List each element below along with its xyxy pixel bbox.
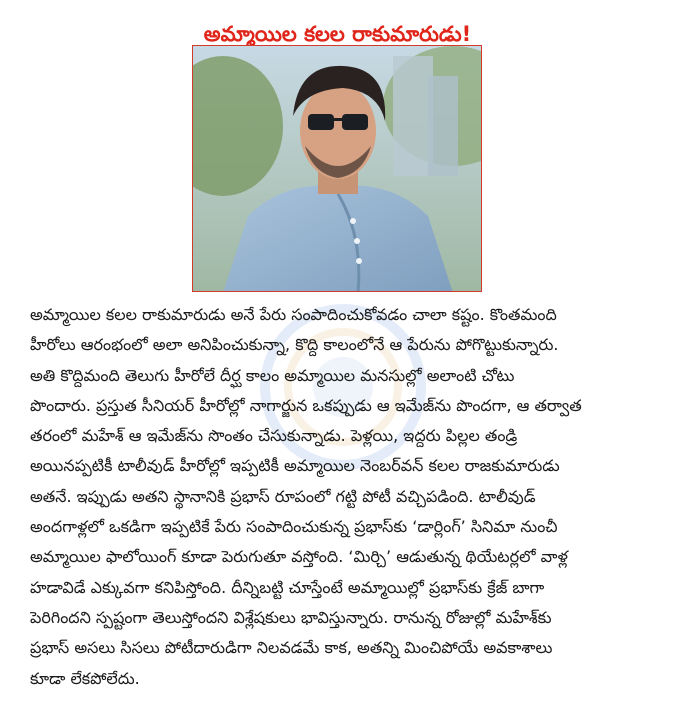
- article-line: పెరిగిందని స్పష్టంగా తెలుస్తోందని విశ్లేషకులు భావిస్తున్నారు. రానున్న రోజుల్లో మహేశ్‌కు: [30, 607, 552, 627]
- article-line: అయినప్పటికీ టాలీవుడ్ హీరోల్లో ఇప్పటికీ అమ్మాయిల నెంబర్‌వన్ కలల రాజకుమారుడు: [30, 456, 560, 476]
- article-line: పొందారు. ప్రస్తుత సీనియర్ హీరోల్లో నాగార్జున ఒకప్పుడు ఆ ఇమేజ్‌ను పొందగా, ఆ తర్వాత: [30, 395, 582, 415]
- article-line: హీరోలు ఆరంభంలో అలా అనిపించుకున్నా, కొద్ది కాలంలోనే ఆ పేరును పోగొట్టుకున్నారు.: [30, 335, 559, 355]
- article-line: అందగాళ్లలో ఒకడిగా ఇప్పటికే పేరు సంపాదించుకున్న ప్రభాస్‌కు ‘డార్లింగ్’ సినిమా నుంచీ: [30, 517, 558, 537]
- article-body: [30, 300, 655, 694]
- article-line: కూడా లేకపోలేదు.: [30, 668, 140, 688]
- headline: అమ్మాయిల కలల రాకుమారుడు!: [203, 22, 472, 47]
- article-line: అమ్మాయిల ఫాలోయింగ్ కూడా పెరుగుతూ వస్తోంది. ‘మిర్చి’ ఆడుతున్న థియేటర్లలో వాళ్ల: [30, 547, 568, 567]
- article-line: అతి కొద్దిమంది తెలుగు హీరోలే దీర్ఘ కాలం అమ్మాయిల మనసుల్లో అలాంటి చోటు: [30, 365, 515, 385]
- article-line: అతనే. ఇప్పుడు అతని స్థానానికి ప్రభాస్ రూపంలో గట్టి పోటీ వచ్చిపడింది. టాలీవుడ్: [30, 486, 536, 506]
- article-line: హడావిడే ఎక్కువగా కనిపిస్తోంది. దీన్నిబట్టి చూస్తేంటే అమ్మాయిల్లో ప్రభాస్‌కు క్రేజ్ బాగా: [30, 577, 545, 597]
- article-line: ప్రభాస్ అసలు సిసలు పోటీదారుడిగా నిలవడమే కాక, అతన్ని మించిపోయే అవకాశాలు: [30, 638, 553, 658]
- article-photo: [192, 45, 482, 292]
- article-line: తరంలో మహేశ్ ఆ ఇమేజ్‌ను సొంతం చేసుకున్నాడు. పెళ్లయి, ఇద్దరు పిల్లల తండ్రి: [30, 426, 518, 446]
- article-line: అమ్మాయిల కలల రాకుమారుడు అనే పేరు సంపాదించుకోవడం చాలా కష్టం. కొంతమంది: [30, 305, 557, 324]
